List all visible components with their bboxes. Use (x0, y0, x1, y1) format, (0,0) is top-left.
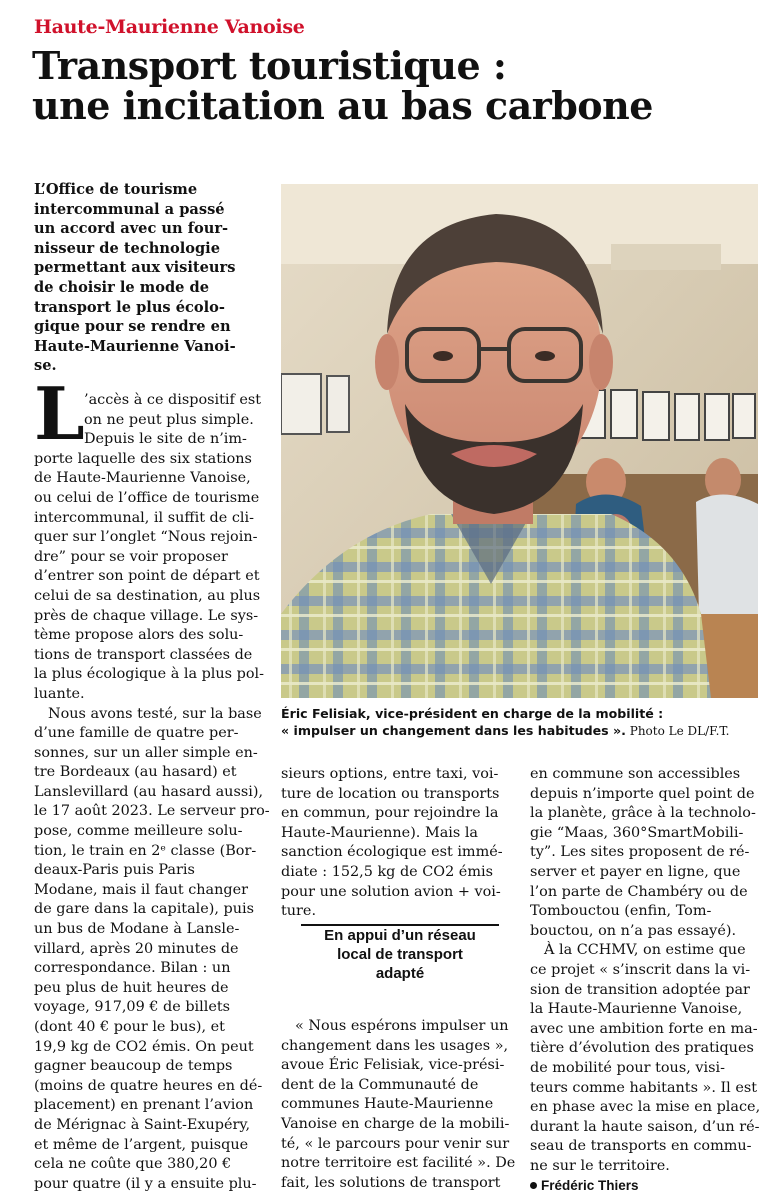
body-line: Depuis le site de n’im- (84, 431, 247, 448)
lead-line: transport le plus écolo- (34, 298, 225, 316)
article-column-3 (530, 765, 760, 1196)
section-kicker: Haute-Maurienne Vanoise (34, 16, 305, 38)
body-line: 19,9 kg de CO2 émis. On peut (34, 1038, 254, 1055)
body-line: près de chaque village. Le sys- (34, 607, 259, 624)
lead-line: intercommunal a passé (34, 200, 225, 218)
body-line: teurs comme habitants ». Il est (530, 1079, 758, 1096)
body-line: de gare dans la capitale), puis (34, 901, 255, 918)
body-line: de mobilité pour tous, visi- (530, 1059, 725, 1076)
body-line: ture. (281, 903, 317, 920)
caption-line-1: Éric Felisiak, vice-président en charge de la mobilité : (281, 706, 664, 721)
article-column-1 (34, 391, 270, 1194)
body-line: Vanoise en charge de la mobili- (281, 1115, 510, 1132)
body-line: avoue Éric Felisiak, vice-prési- (281, 1057, 505, 1074)
article-photo (281, 184, 758, 698)
body-line: intercommunal, il suffit de cli- (34, 509, 254, 526)
article-column-2-bottom (281, 1017, 516, 1193)
body-line: gie “Maas, 360°SmartMobili- (530, 824, 744, 841)
body-line: À la CCHMV, on estime que (544, 942, 746, 959)
body-line: porte laquelle des six stations (34, 450, 252, 467)
body-line: deaux-Paris puis Paris (34, 862, 195, 879)
body-line: en commune son accessibles (530, 766, 741, 782)
body-line: tème propose alors des solu- (34, 627, 244, 644)
article-subhead (301, 926, 499, 983)
body-line: quer sur l’onglet “Nous rejoin- (34, 529, 258, 546)
lead-line: nisseur de technologie (34, 239, 220, 257)
body-line: Modane, mais il faut changer (34, 881, 249, 898)
body-line: la plus écologique à la plus pol- (34, 666, 264, 683)
body-line: té, « le parcours pour venir sur (281, 1135, 510, 1152)
lead-line: L’Office de tourisme (34, 181, 198, 198)
body-line: placement) en prenant l’avion (34, 1097, 254, 1114)
body-line: l’on parte de Chambéry ou de (530, 883, 748, 900)
body-line: sieurs options, entre taxi, voi- (281, 766, 499, 782)
bullet-icon (530, 1182, 537, 1189)
article-headline (32, 43, 752, 128)
body-line: ’accès à ce dispositif est (84, 392, 262, 408)
body-line: (moins de quatre heures en dé- (34, 1077, 263, 1094)
body-line: pose, comme meilleure solu- (34, 823, 243, 840)
headline-line-2: une incitation au bas carbone (32, 83, 653, 128)
body-line: communes Haute-Maurienne (281, 1096, 494, 1113)
body-line: d’entrer son point de départ et (34, 568, 260, 585)
subhead-line: adapté (375, 965, 425, 982)
body-line: tions de transport classées de (34, 646, 253, 663)
body-line: ce projet « s’inscrit dans la vi- (530, 961, 751, 978)
body-line: depuis n’importe quel point de (530, 785, 755, 802)
body-line: on ne peut plus simple. (84, 411, 254, 428)
body-line: ture de location ou transports (281, 785, 500, 802)
body-line: fait, les solutions de transport (281, 1174, 501, 1191)
lead-line: se. (34, 357, 57, 375)
body-line: Nous avons testé, sur la base (48, 705, 262, 722)
article-column-2-top (281, 765, 511, 922)
body-line: avec une ambition forte en ma- (530, 1020, 758, 1037)
body-line: en commun, pour rejoindre la (281, 805, 499, 822)
body-line: gagner beaucoup de temps (34, 1058, 233, 1075)
caption-quote: « impulser un changement dans les habitudes ». (281, 723, 626, 738)
body-line: celui de sa destination, au plus (34, 587, 261, 604)
lead-line: de choisir le mode de (34, 278, 210, 296)
body-line: voyage, 917,09 € de billets (34, 999, 231, 1016)
caption-line-2 (281, 722, 761, 740)
photo-credit: Photo Le DL/F.T. (625, 724, 730, 738)
body-line: en phase avec la mise en place, (530, 1099, 761, 1116)
article-lead (34, 180, 266, 376)
body-line: luante. (34, 685, 85, 702)
lead-line: Haute-Maurienne Vanoi- (34, 337, 236, 355)
drop-cap: L (34, 371, 85, 456)
subhead-line: En appui d’un réseau (324, 927, 476, 944)
headline-line-1: Transport touristique : (32, 43, 507, 88)
body-line: sion de transition adoptée par (530, 981, 750, 998)
body-line: correspondance. Bilan : un (34, 960, 231, 977)
body-line: bouctou, on n’a pas essayé). (530, 922, 737, 939)
body-line: ty”. Les sites proposent de ré- (530, 844, 750, 861)
body-line: le 17 août 2023. Le serveur pro- (34, 803, 270, 820)
body-line: un bus de Modane à Lansle- (34, 921, 240, 938)
body-line: notre territoire est facilité ». De (281, 1155, 516, 1172)
body-line: peu plus de huit heures de (34, 979, 229, 996)
body-line: et même de l’argent, puisque (34, 1136, 249, 1153)
body-line: sonnes, sur un aller simple en- (34, 744, 258, 761)
lead-line: un accord avec un four- (34, 220, 229, 238)
body-line: d’une famille de quatre per- (34, 725, 239, 742)
body-line: cela ne coûte que 380,20 € (34, 1156, 232, 1173)
body-line: villard, après 20 minutes de (34, 940, 239, 957)
lead-line: permettant aux visiteurs (34, 259, 236, 277)
photo-caption (281, 705, 761, 740)
body-line: diate : 152,5 kg de CO2 émis (281, 863, 493, 880)
subhead-line: local de transport (337, 946, 463, 963)
body-line: ne sur le territoire. (530, 1157, 670, 1174)
body-line: durant la haute saison, d’un ré- (530, 1118, 760, 1135)
body-line: seau de transports en commu- (530, 1138, 752, 1155)
body-line: Tombouctou (enfin, Tom- (530, 903, 712, 920)
body-line: tière d’évolution des pratiques (530, 1040, 754, 1057)
body-line: changement dans les usages », (281, 1037, 509, 1054)
body-line: la Haute-Maurienne Vanoise, (530, 1001, 743, 1018)
author-name: Frédéric Thiers (541, 1178, 639, 1194)
lead-line: gique pour se rendre en (34, 318, 231, 336)
body-line: tion, le train en 2ᵉ classe (Bor- (34, 842, 257, 859)
body-line: pour quatre (il y a ensuite plu- (34, 1175, 257, 1192)
body-line: Haute-Maurienne). Mais la (281, 824, 479, 841)
body-line: la planète, grâce à la technolo- (530, 805, 756, 822)
body-line: dent de la Communauté de (281, 1076, 479, 1093)
portrait-photo-illustration (281, 184, 758, 698)
body-line: Lanslevillard (au hasard aussi), (34, 783, 264, 800)
body-line: sanction écologique est immé- (281, 844, 503, 861)
body-line: de Haute-Maurienne Vanoise, (34, 470, 251, 487)
body-line: server et payer en ligne, que (530, 863, 741, 880)
body-line: ou celui de l’office de tourisme (34, 489, 260, 506)
body-line: pour une solution avion + voi- (281, 883, 501, 900)
body-line: (dont 40 € pour le bus), et (34, 1019, 225, 1035)
body-line: de Mérignac à Saint-Exupéry, (34, 1116, 251, 1133)
author-signature (530, 1176, 760, 1196)
body-line: tre Bordeaux (au hasard) et (34, 764, 237, 781)
body-line: « Nous espérons impulser un (295, 1018, 509, 1034)
body-line: dre” pour se voir proposer (34, 548, 228, 565)
